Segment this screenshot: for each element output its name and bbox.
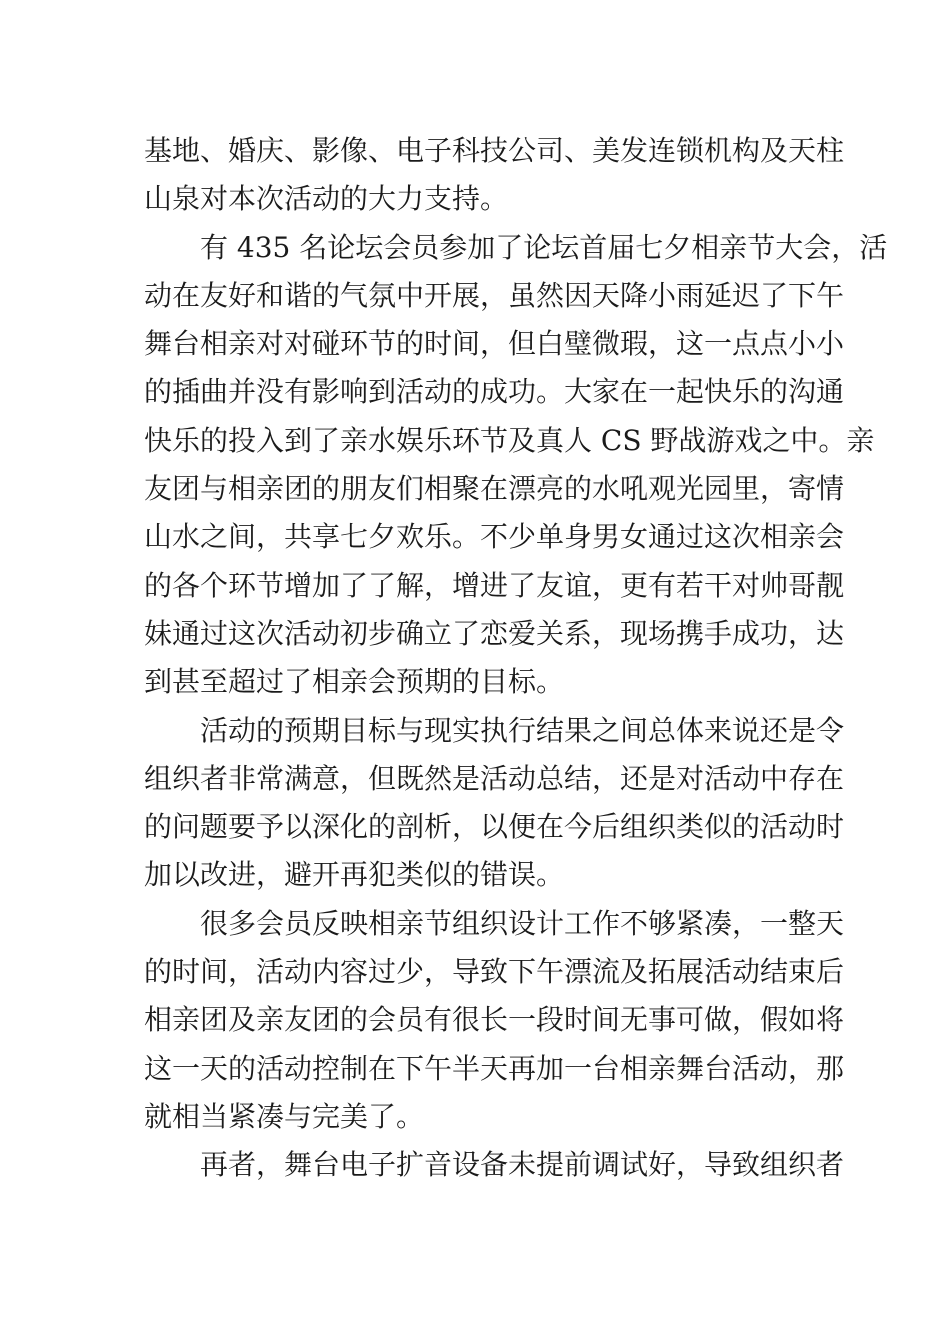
body-text bbox=[144, 127, 888, 1190]
text-line: 的各个环节增加了了解，增进了友谊，更有若干对帅哥靓 bbox=[144, 568, 845, 602]
text-line: 友团与相亲团的朋友们相聚在漂亮的水吼观光园里，寄情 bbox=[144, 472, 845, 506]
text-line: 有 435 名论坛会员参加了论坛首届七夕相亲节大会，活 bbox=[200, 230, 888, 264]
text-line: 妹通过这次活动初步确立了恋爱关系，现场携手成功，达 bbox=[144, 616, 845, 650]
text-line: 这一天的活动控制在下午半天再加一台相亲舞台活动，那 bbox=[144, 1051, 845, 1085]
text-line: 加以改进，避开再犯类似的错误。 bbox=[144, 858, 565, 892]
text-line: 动在友好和谐的气氛中开展，虽然因天降小雨延迟了下午 bbox=[144, 278, 845, 312]
text-line: 快乐的投入到了亲水娱乐环节及真人 CS 野战游戏之中。亲 bbox=[144, 423, 875, 457]
text-line: 组织者非常满意，但既然是活动总结，还是对活动中存在 bbox=[144, 761, 845, 795]
text-line: 到甚至超过了相亲会预期的目标。 bbox=[144, 665, 565, 699]
text-line: 很多会员反映相亲节组织设计工作不够紧凑，一整天 bbox=[200, 906, 845, 940]
text-line: 的时间，活动内容过少，导致下午漂流及拓展活动结束后 bbox=[144, 955, 845, 989]
text-line: 舞台相亲对对碰环节的时间，但白璧微瑕，这一点点小小 bbox=[144, 327, 845, 361]
text-line: 相亲团及亲友团的会员有很长一段时间无事可做，假如将 bbox=[144, 1003, 845, 1037]
text-line: 山水之间，共享七夕欢乐。不少单身男女通过这次相亲会 bbox=[144, 520, 845, 554]
text-line: 山泉对本次活动的大力支持。 bbox=[144, 182, 509, 216]
text-line: 就相当紧凑与完美了。 bbox=[144, 1099, 425, 1133]
text-line: 基地、婚庆、影像、电子科技公司、美发连锁机构及天柱 bbox=[144, 134, 845, 167]
text-line: 活动的预期目标与现实执行结果之间总体来说还是令 bbox=[200, 713, 845, 747]
text-line: 的插曲并没有影响到活动的成功。大家在一起快乐的沟通 bbox=[144, 375, 845, 409]
text-line: 再者，舞台电子扩音设备未提前调试好，导致组织者 bbox=[200, 1148, 845, 1182]
text-line: 的问题要予以深化的剖析，以便在今后组织类似的活动时 bbox=[144, 810, 845, 844]
